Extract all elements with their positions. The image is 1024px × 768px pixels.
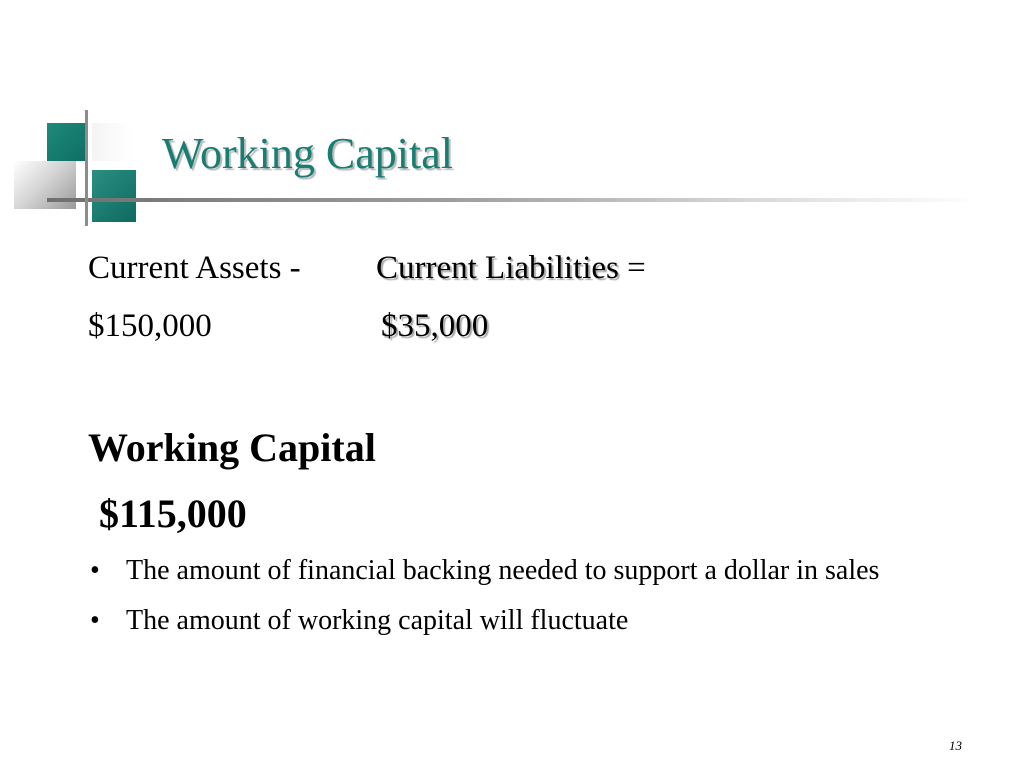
decorative-square-teal xyxy=(47,123,86,161)
current-assets-label: Current Assets - xyxy=(88,250,301,286)
current-liabilities-value: $35,000 xyxy=(381,308,489,344)
equals-sign: = xyxy=(627,250,646,286)
working-capital-value: $115,000 xyxy=(99,491,247,536)
page-number: 13 xyxy=(949,738,962,753)
bullet-item: • The amount of working capital will fluctuate xyxy=(88,601,948,641)
bullet-item: • The amount of financial backing needed to support a dollar in sales xyxy=(88,551,948,591)
decorative-vertical-line xyxy=(85,110,88,226)
slide-title: Working Capital xyxy=(162,129,453,178)
decorative-square-light xyxy=(92,123,132,161)
current-liabilities-group xyxy=(376,250,646,287)
decorative-square-teal-lower xyxy=(92,170,136,222)
current-assets-value: $150,000 xyxy=(88,308,212,344)
working-capital-heading: Working Capital xyxy=(88,425,376,470)
bullet-list xyxy=(88,551,948,651)
title-underline xyxy=(47,198,977,202)
current-liabilities-label: Current Liabilities xyxy=(376,250,619,286)
